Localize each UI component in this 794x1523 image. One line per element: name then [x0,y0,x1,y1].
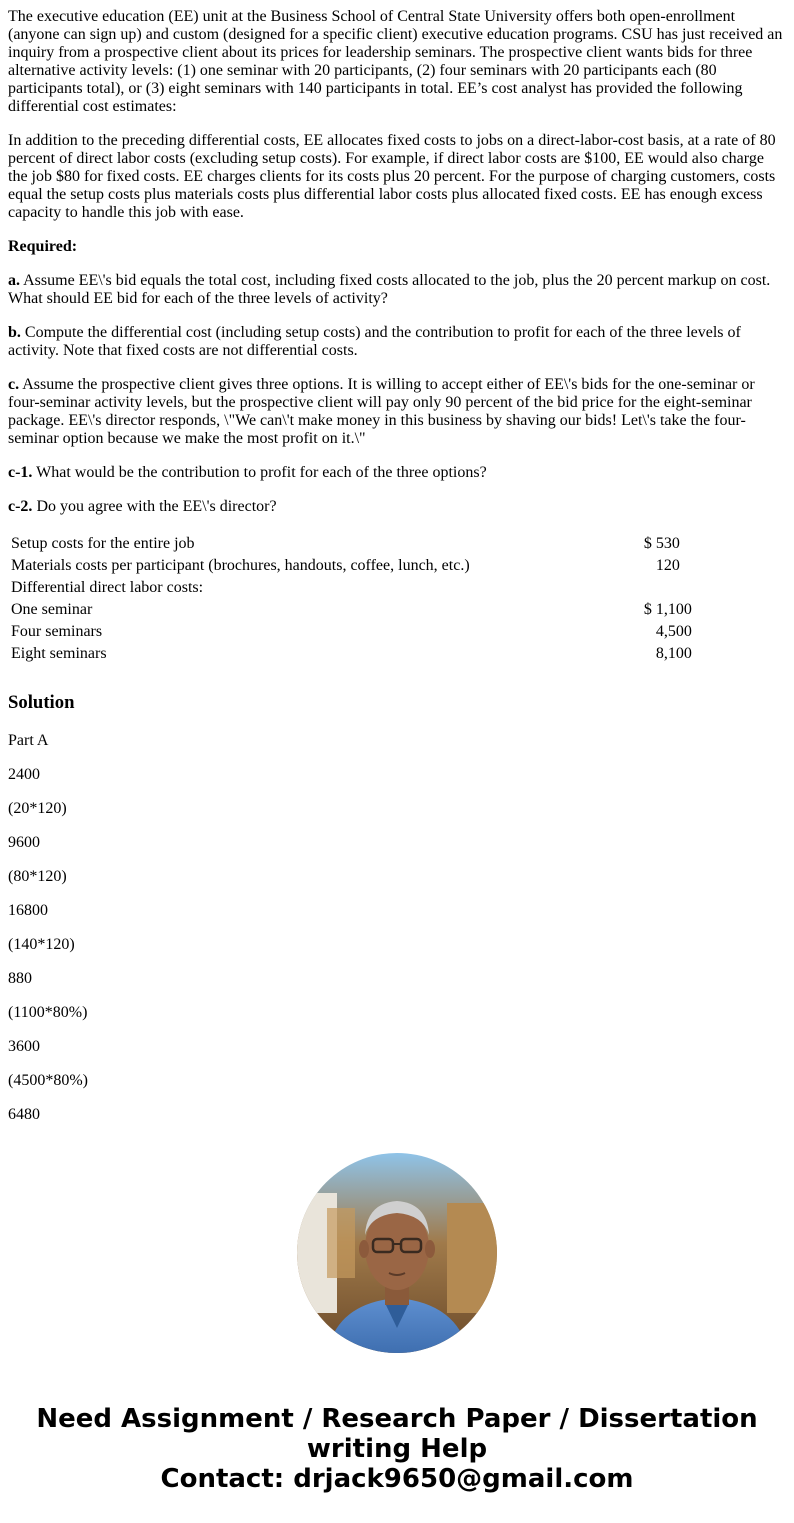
solution-line: (20*120) [8,800,67,817]
solution-line: (1100*80%) [8,1004,88,1021]
part-text: Assume EE\'s bid equals the total cost, including fixed costs allocated to the job, plus the 20 percent markup on cost. What should EE bid for each of the three levels of activity? [8,272,771,307]
required-heading: Required: [8,238,78,255]
cost-label: Materials costs per participant (brochures, handouts, coffee, lunch, etc.) [11,557,470,574]
part-text: What would be the contribution to profit for each of the three options? [32,464,487,481]
cost-label: Setup costs for the entire job [11,535,195,552]
cost-value: 8,100 [655,645,692,662]
table-row [10,556,784,576]
cost-label: One seminar [11,601,93,618]
tutor-portrait-image [297,1153,497,1353]
solution-line: 3600 [8,1038,40,1055]
part-label: c-1. [8,464,33,481]
question-part-c1 [8,464,786,482]
table-row [10,600,784,620]
cost-label: Differential direct labor costs: [11,579,204,596]
part-text: Assume the prospective client gives three options. It is willing to accept either of EE\'s bids for the one-seminar or four-seminar activity levels, but the prospective client will pay only 90 percent of the bid price for the eight-seminar package. EE\'s director responds, \"We can\'t make money in this business by shaving our bids! Let\'s take the four-seminar option because we make the most profit on it.\" [8,376,755,447]
part-label: b. [8,324,21,341]
solution-line: 16800 [8,902,48,919]
question-part-a [8,272,786,308]
table-row [10,644,784,664]
cost-label: Four seminars [11,623,103,640]
table-row [10,622,784,642]
solution-line: 6480 [8,1106,40,1123]
problem-intro: The executive education (EE) unit at the Business School of Central State University offers both open-enrollment (anyone can sign up) and custom (designed for a specific client) executive education programs. CSU has just received an inquiry from a prospective client about its prices for leadership seminars. The prospective client wants bids for three alternative activity levels: (1) one seminar with 20 participants, (2) four seminars with 20 participants each (80 participants total), or (3) eight seminars with 140 participants in total. EE’s cost analyst has provided the following differential cost estimates: [8,8,783,115]
solution-line: (4500*80%) [8,1072,88,1089]
solution-line: 880 [8,970,32,987]
part-label: c-2. [8,498,33,515]
fixed-costs-paragraph: In addition to the preceding differential costs, EE allocates fixed costs to jobs on a direct-labor-cost basis, at a rate of 80 percent of direct labor costs (excluding setup costs). For example, if direct labor costs are $100, EE would also charge the job $80 for fixed costs. EE charges clients for its costs plus 20 percent. For the purpose of charging customers, costs equal the setup costs plus materials costs plus differential labor costs plus allocated fixed costs. EE has enough excess capacity to handle this job with ease. [8,132,776,221]
table-row [10,578,784,598]
question-part-c [8,376,786,448]
question-part-c2 [8,498,786,516]
solution-line: (80*120) [8,868,67,885]
part-text: Do you agree with the EE\'s director? [32,498,277,515]
question-part-b [8,324,786,360]
footer-line-2: writing Help [306,1434,488,1464]
solution-line: 2400 [8,766,40,783]
cost-value: 4,500 [655,623,692,640]
cost-label: Eight seminars [11,645,107,662]
part-text: Compute the differential cost (including setup costs) and the contribution to profit for each of the three levels of activity. Note that fixed costs are not differential costs. [8,324,741,359]
solution-line: (140*120) [8,936,75,953]
cost-value: 120 [655,557,680,574]
differential-cost-table [8,532,786,666]
part-label: c. [8,376,20,393]
table-row [10,534,784,554]
part-label: a. [8,272,20,289]
solution-heading: Solution [8,692,75,713]
footer-line-1: Need Assignment / Research Paper / Dissertation [36,1404,758,1434]
cost-value: $ 1,100 [643,601,692,618]
avatar [297,1153,497,1353]
solution-line: Part A [8,732,49,749]
cost-value: $ 530 [643,535,680,552]
solution-line: 9600 [8,834,40,851]
footer-contact-line: Contact: drjack9650@gmail.com [160,1464,634,1494]
contact-footer [0,1404,794,1494]
document-body [8,8,786,1140]
